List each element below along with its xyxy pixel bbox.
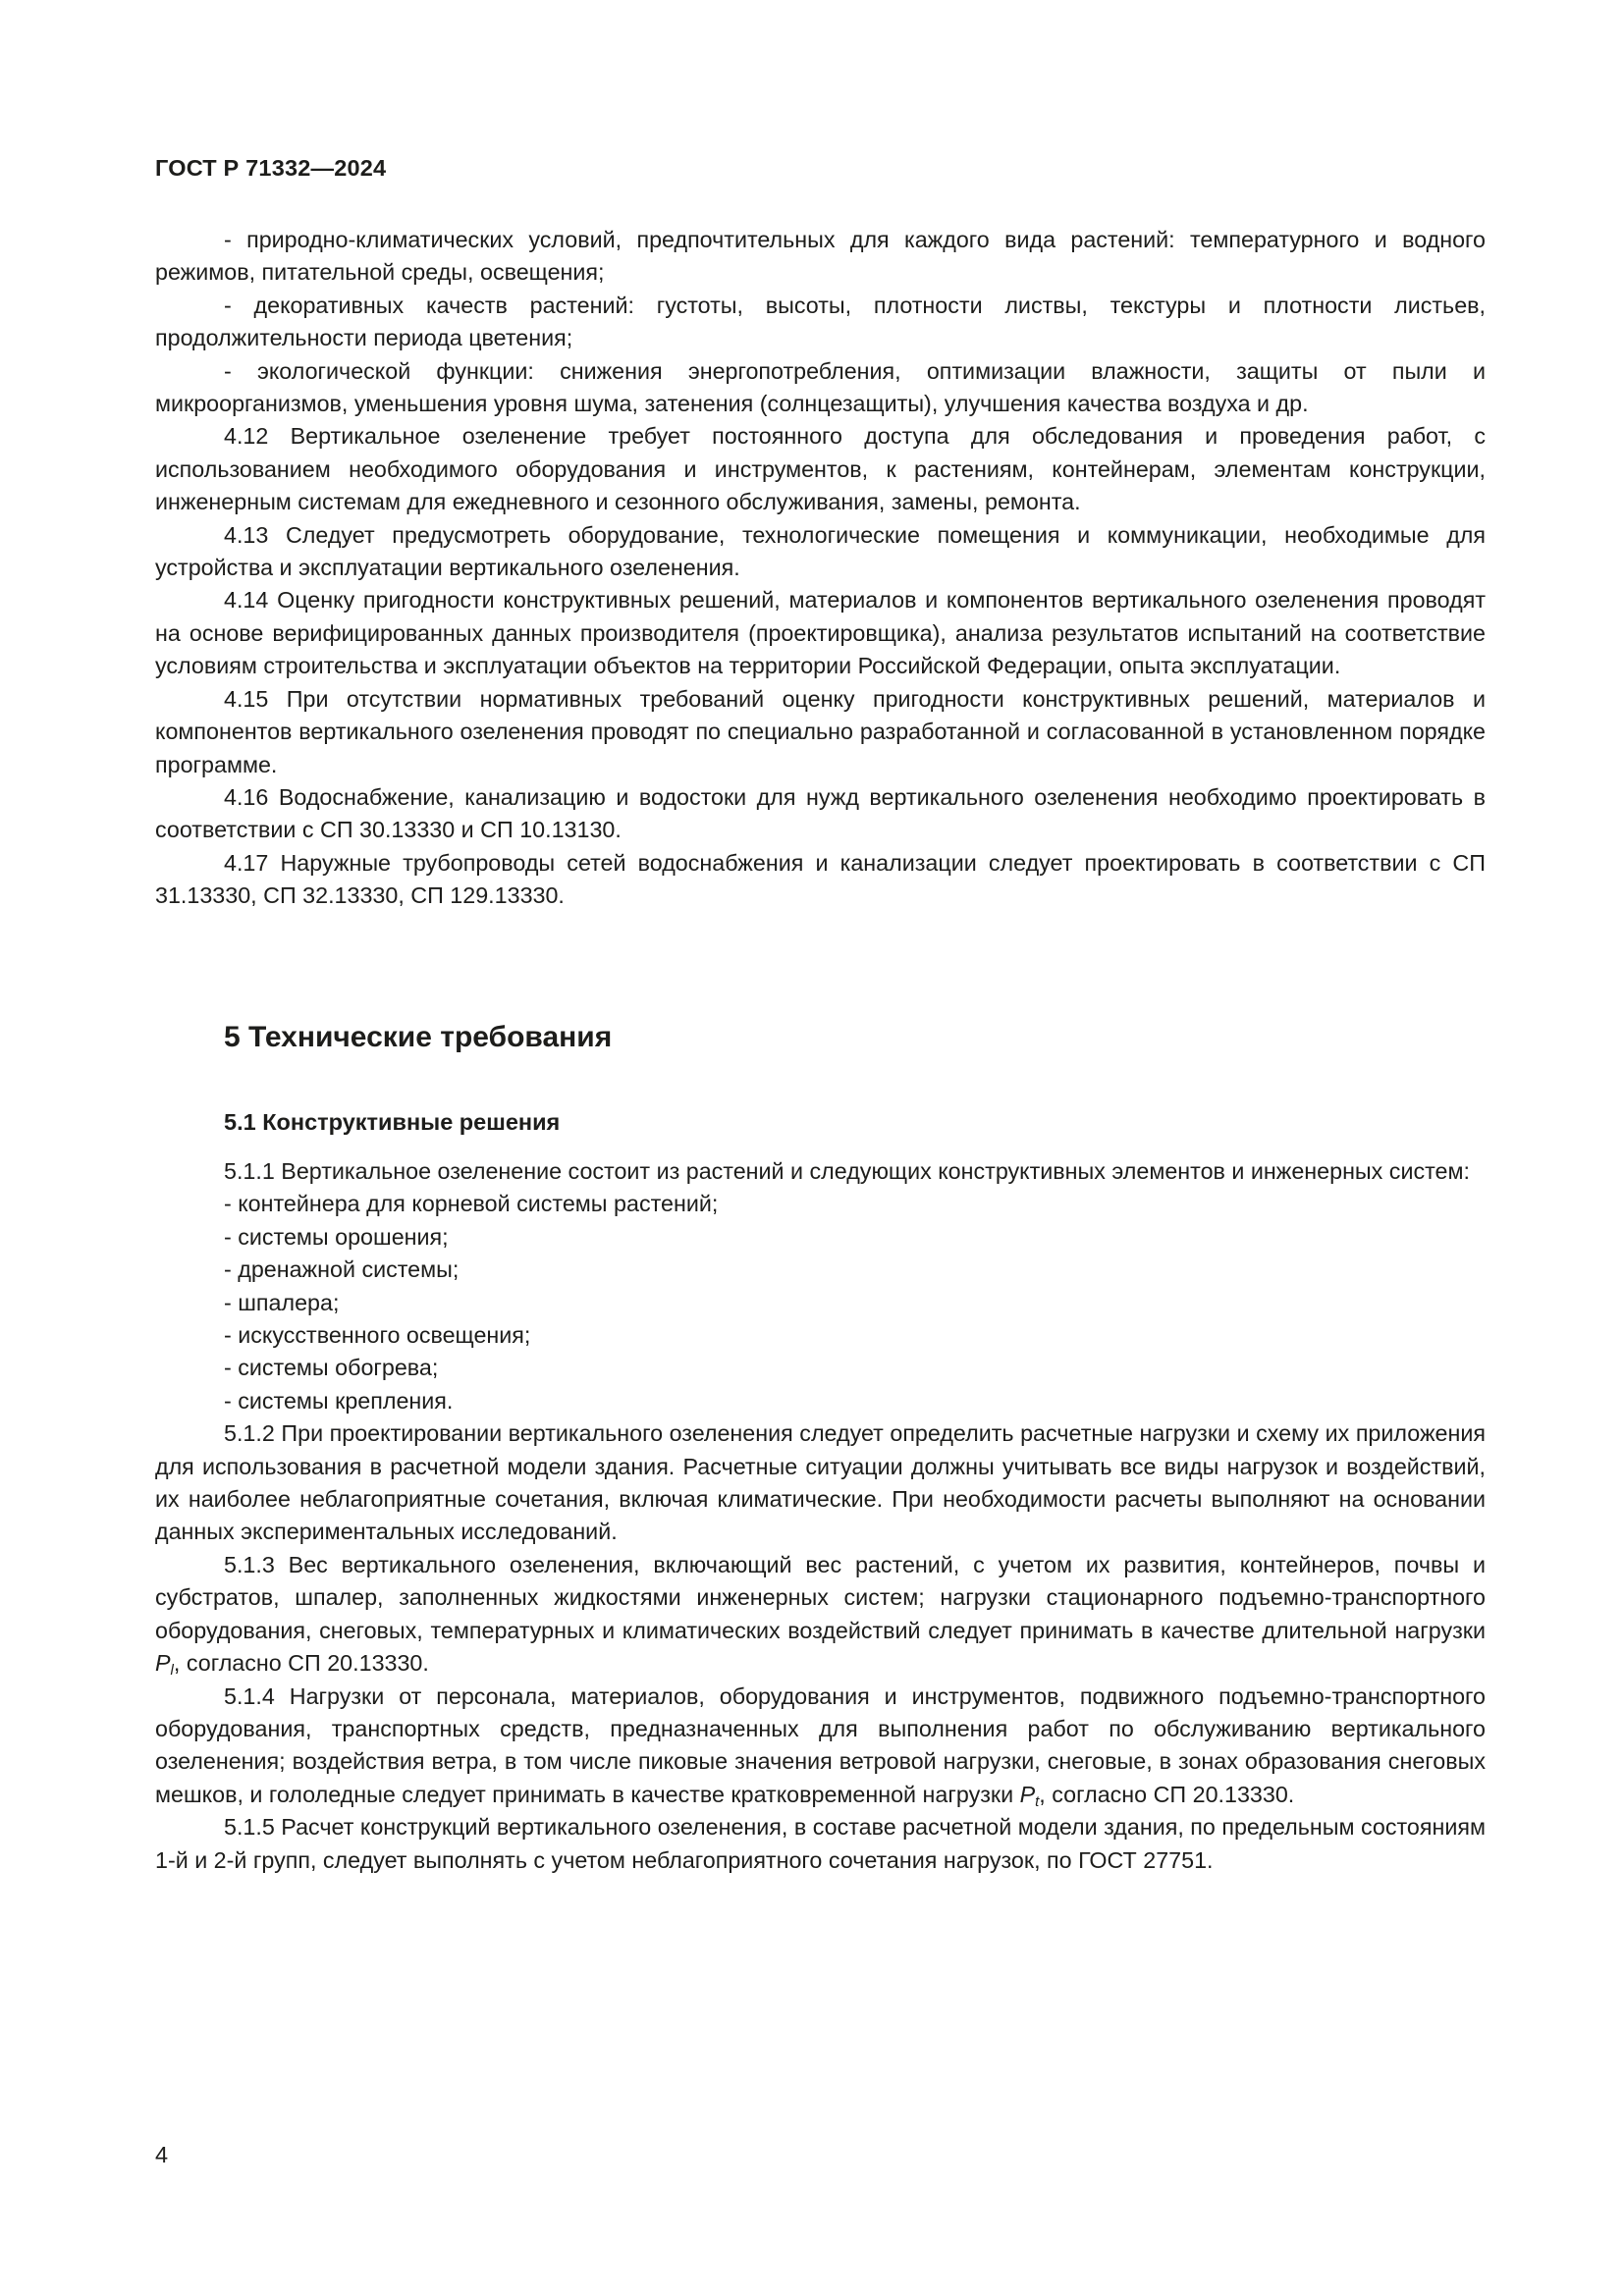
load-symbol: P [155,1650,171,1677]
paragraph-text: , согласно СП 20.13330. [173,1650,429,1677]
list-item: - дренажной системы; [224,1256,460,1283]
list-item: - шпалера; [224,1289,340,1315]
paragraph-5-1-3 [155,1549,1486,1681]
paragraph-5-1-5: 5.1.5 Расчет конструкций вертикального озеленения, в составе расчетной модели здания, по предельным состояниям 1-й и 2-й групп, следует выполнять с учетом неблагоприятного сочетания нагрузок, по ГОСТ 27751. [155,1814,1486,1873]
paragraph-text: , согласно СП 20.13330. [1039,1781,1295,1807]
section-heading: 5 Технические требования [224,1021,613,1053]
list-item: - системы обогрева; [224,1355,439,1381]
section-4-text [155,224,1486,913]
list-item: - системы крепления. [224,1387,454,1414]
list-item: - системы орошения; [224,1223,449,1250]
paragraph-5-1-2: 5.1.2 При проектировании вертикального озеленения следует определить расчетные нагрузки и схему их приложения для использования в расчетной модели здания. Расчетные ситуации должны учитывать все виды нагрузок и воздействий, их наиболее неблагоприятные сочетания, включая климатические. При необходимости расчеты выполняют на основании данных экспериментальных исследований. [155,1420,1486,1545]
paragraph-4-14: 4.14 Оценку пригодности конструктивных решений, материалов и компонентов вертикального озеленения проводят на основе верифицированных данных производителя (проектировщика), анализа результатов испытаний на соответствие условиям строительства и эксплуатации объектов на территории Российской Федерации, опыта эксплуатации. [155,587,1486,679]
list-item: - контейнера для корневой системы растений; [224,1191,719,1217]
document-header: ГОСТ Р 71332—2024 [155,155,387,181]
list-item: - искусственного освещения; [224,1322,531,1349]
paragraph-4-13: 4.13 Следует предусмотреть оборудование, технологические помещения и коммуникации, необходимые для устройства и эксплуатации вертикального озеленения. [155,521,1486,581]
load-subscript: l [170,1662,174,1680]
load-subscript: t [1035,1792,1040,1810]
list-item: - экологической функции: снижения энергопотребления, оптимизации влажности, защиты от пыли и микроорганизмов, уменьшения уровня шума, затенения (солнцезащиты), улучшения качества воздуха и др. [155,357,1486,417]
paragraph-4-17: 4.17 Наружные трубопроводы сетей водоснабжения и канализации следует проектировать в соответствии с СП 31.13330, СП 32.13330, СП 129.13330. [155,849,1486,909]
paragraph-text: 5.1.3 Вес вертикального озеленения, включающий вес растений, с учетом их развития, контейнеров, почвы и субстратов, шпалер, заполненных жидкостями инженерных систем; нагрузки стационарного подъемно-транспортного оборудования, снеговых, температурных и климатических воздействий следует принимать в качестве длительной нагрузки [155,1551,1486,1643]
paragraph-5-1-4 [155,1681,1486,1812]
list-item: - декоративных качеств растений: густоты, высоты, плотности листвы, текстуры и плотности листьев, продолжительности периода цветения; [155,292,1486,351]
list-item: - природно-климатических условий, предпочтительных для каждого вида растений: температурного и водного режимов, питательной среды, освещения; [155,227,1486,286]
subsection-heading: 5.1 Конструктивные решения [224,1109,561,1135]
paragraph-5-1-1: 5.1.1 Вертикальное озеленение состоит из растений и следующих конструктивных элементов и инженерных систем: [224,1158,1470,1184]
load-symbol: P [1019,1781,1036,1807]
page-number: 4 [155,2142,169,2167]
paragraph-4-15: 4.15 При отсутствии нормативных требований оценку пригодности конструктивных решений, материалов и компонентов вертикального озеленения проводят по специально разработанной и согласованной в установленном порядке программе. [155,685,1486,777]
paragraph-4-16: 4.16 Водоснабжение, канализацию и водостоки для нужд вертикального озеленения необходимо проектировать в соответствии с СП 30.13330 и СП 10.13130. [155,783,1486,843]
section-5-text [155,1155,1486,1877]
paragraph-4-12: 4.12 Вертикальное озеленение требует постоянного доступа для обследования и проведения работ, с использованием необходимого оборудования и инструментов, к растениям, контейнерам, элементам конструкции, инженерным системам для ежедневного и сезонного обслуживания, замены, ремонта. [155,423,1486,515]
paragraph-text: 5.1.4 Нагрузки от персонала, материалов, оборудования и инструментов, подвижного подъемно-транспортного оборудования, транспортных средств, предназначенных для выполнения работ по обслуживанию вертикального озеленения; воздействия ветра, в том числе пиковые значения ветровой нагрузки, снеговые, в зонах образования снеговых мешков, и гололедные следует принимать в качестве кратковременной нагрузки [155,1682,1486,1807]
